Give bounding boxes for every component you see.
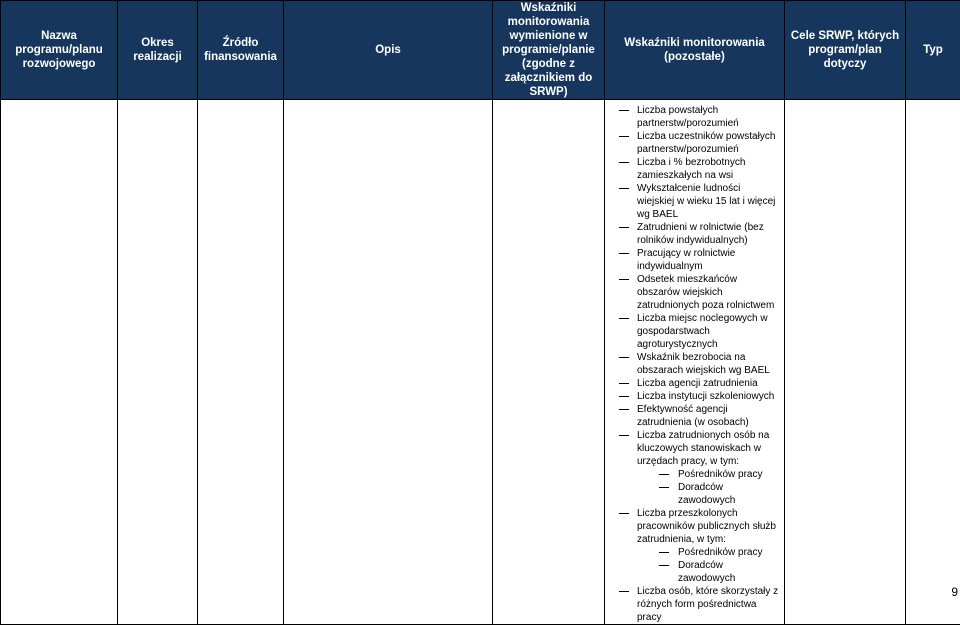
header-program-name: Nazwa programu/planu rozwojowego — [1, 1, 118, 100]
cell-srwp-indicators — [493, 100, 605, 625]
indicator-item: Liczba przeszkolonych pracowników publicznych służb zatrudnienia, w tym: — [619, 507, 780, 546]
header-srwp-indicators: Wskaźniki monitorowania wymienione w programie/planie (zgodne z załącznikiem do SRWP) — [493, 1, 605, 100]
header-funding-source: Źródło finansowania — [198, 1, 284, 100]
header-description: Opis — [284, 1, 493, 100]
header-row — [1, 1, 960, 100]
header-period: Okres realizacji — [118, 1, 198, 100]
sub-indicator-item: Doradców zawodowych — [619, 559, 780, 585]
indicator-item: Wykształcenie ludności wiejskiej w wieku 15 lat i więcej wg BAEL — [619, 182, 780, 221]
indicator-item: Zatrudnieni w rolnictwie (bez rolników indywidualnych) — [619, 221, 780, 247]
indicator-item: Efektywność agencji zatrudnienia (w osobach) — [619, 403, 780, 429]
indicator-item: Liczba i % bezrobotnych zamieszkałych na wsi — [619, 156, 780, 182]
sub-indicator-item: Pośredników pracy — [619, 546, 780, 559]
cell-description — [284, 100, 493, 625]
indicator-item: Liczba zatrudnionych osób na kluczowych stanowiskach w urzędach pracy, w tym: — [619, 429, 780, 468]
header-other-indicators: Wskaźniki monitorowania (pozostałe) — [605, 1, 785, 100]
indicator-item: Liczba uczestników powstałych partnerstw/porozumień — [619, 130, 780, 156]
indicator-item: Liczba osób, które skorzystały z różnych form pośrednictwa pracy — [619, 585, 780, 624]
page-number: 9 — [951, 585, 958, 599]
indicator-item: Odsetek mieszkańców obszarów wiejskich zatrudnionych poza rolnictwem — [619, 273, 780, 312]
indicator-item: Wskaźnik bezrobocia na obszarach wiejskich wg BAEL — [619, 351, 780, 377]
indicator-item: Liczba miejsc noclegowych w gospodarstwach agroturystycznych — [619, 312, 780, 351]
indicator-list — [605, 100, 784, 624]
indicator-item: Pracujący w rolnictwie indywidualnym — [619, 247, 780, 273]
cell-period — [118, 100, 198, 625]
cell-type — [906, 100, 960, 625]
indicator-item: Liczba powstałych partnerstw/porozumień — [619, 104, 780, 130]
cell-other-indicators — [605, 100, 785, 625]
sub-indicator-item: Doradców zawodowych — [619, 481, 780, 507]
cell-funding-source — [198, 100, 284, 625]
header-type: Typ — [906, 1, 960, 100]
indicator-item: Liczba instytucji szkoleniowych — [619, 390, 780, 403]
header-srwp-goals: Cele SRWP, których program/plan dotyczy — [785, 1, 906, 100]
cell-srwp-goals — [785, 100, 906, 625]
indicator-item: Liczba agencji zatrudnienia — [619, 377, 780, 390]
table-row — [1, 100, 960, 625]
sub-indicator-item: Pośredników pracy — [619, 468, 780, 481]
cell-program-name — [1, 100, 118, 625]
